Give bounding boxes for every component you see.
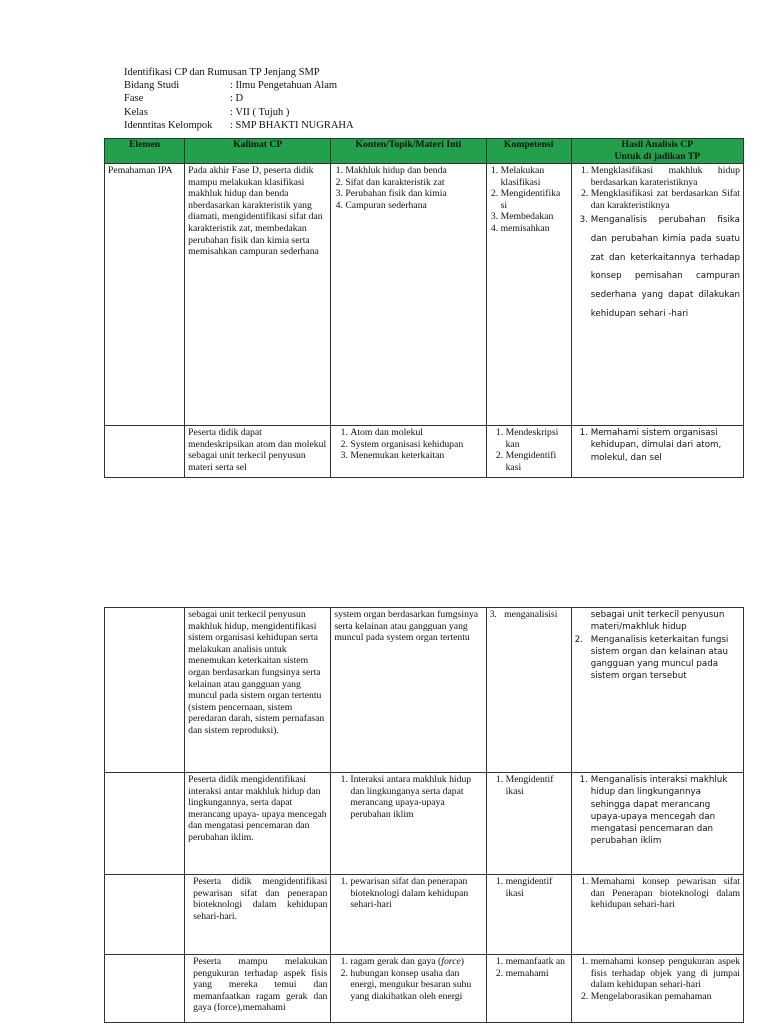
document-header	[124, 66, 354, 132]
table-row	[105, 426, 744, 478]
cell-kalimat-cp: Peserta didik dapat mendeskripsikan atom dan molekul sebagai unit terkecil penyusun materi serta sel	[185, 426, 331, 478]
cell-kompetensi: 3. menganalisisi	[486, 608, 571, 773]
cell-kalimat-cp: sebagai unit terkecil penyusun makhluk hidup, mengidentifikasi sistem organisasi kehidupan serta melakukan analisis untuk menemukan keterkaitan sistem organ berdasarkan fungsinya serta kelainan atau gangguan yang muncul pada sistem organ tertentu (sistem pencernaan, sistem peredaran darah, sistem pernafasan dan sistem reproduksi).	[185, 608, 331, 773]
col-header-elemen: Elemen	[105, 139, 185, 164]
cell-kompetensi: 1. memanfaatk an 2. memahami	[486, 955, 571, 1023]
table-header-row	[105, 139, 744, 164]
col-header-kompetensi: Kompetensi	[486, 139, 571, 164]
table-row	[105, 955, 744, 1023]
cp-table-page-2	[104, 607, 744, 1023]
table-row	[105, 608, 744, 773]
cell-kalimat-cp: Peserta didik mengidentifikasi interaksi antar makhluk hidup dan lingkungannya, serta dapat merancang upaya- upaya mencegah dan mengatasi pencemaran dan perubahan iklim.	[185, 773, 331, 875]
table-row	[105, 164, 744, 426]
cell-elemen	[105, 875, 185, 955]
cp-table-page-1	[104, 138, 744, 478]
cell-kompetensi: 1. Melakukan klasifikasi 2. Mengidentifika si 3. Membedakan 4. memisahkan	[486, 164, 571, 426]
header-row-fase: Fase : D	[124, 93, 244, 105]
col-header-hasil-analisis: Hasil Analisis CP Untuk di jadikan TP	[571, 139, 743, 164]
cell-elemen	[105, 773, 185, 875]
cell-kompetensi: 1. mengidentif ikasi	[486, 875, 571, 955]
cell-hasil-analisis: sebagai unit terkecil penyusun materi/makhluk hidup 2. Menganalisis keterkaitan fungsi sistem organ dan kelainan atau gangguan yang muncul pada sistem organ tersebut	[571, 608, 743, 773]
cell-hasil-analisis: 1. Menganalisis interaksi makhluk hidup dan lingkungannya sehingga dapat merancang upaya-upaya mencegah dan mengatasi pencemaran dan perubahan iklim	[571, 773, 743, 875]
cell-elemen	[105, 608, 185, 773]
cell-konten: 1. Makhluk hidup dan benda 2. Sifat dan karakteristik zat 3. Perubahan fisik dan kimia 4. Campuran sederhana	[331, 164, 486, 426]
cell-konten: system organ berdasarkan fumgsinya serta kelainan atau gangguan yang muncul pada system organ tertentu	[331, 608, 486, 773]
header-row-kelompok: Idenntitas Kelompok : SMP BHAKTI NUGRAHA	[124, 119, 354, 131]
document-title: Identifikasi CP dan Rumusan TP Jenjang SMP	[124, 67, 320, 78]
cell-elemen	[105, 955, 185, 1023]
cell-hasil-analisis: 1. Memahami sistem organisasi kehidupan, dimulai dari atom, molekul, dan sel	[571, 426, 743, 478]
col-header-kalimat-cp: Kalimat CP	[185, 139, 331, 164]
cell-konten: 1. ragam gerak dan gaya (force) 2. hubungan konsep usaha dan energi, mengukur besaran suhu yang diakibatkan oleh energi	[331, 955, 486, 1023]
cell-konten: 1. Interaksi antara makhluk hidup dan lingkunganya serta dapat merancang upaya-upaya perubahan iklim	[331, 773, 486, 875]
cell-kalimat-cp: Peserta didik mengidentifikasi pewarisan sifat dan penerapan bioteknologi dalam kehidupan sehari-hari.	[185, 875, 331, 955]
cell-kompetensi: 1. Mendeskripsi kan 2. Mengidentifi kasi	[486, 426, 571, 478]
header-row-kelas: Kelas : VII ( Tujuh )	[124, 106, 290, 118]
cell-konten: 1. Atom dan molekul 2. System organisasi kehidupan 3. Menemukan keterkaitan	[331, 426, 486, 478]
cell-kalimat-cp: Pada akhir Fase D, peserta didik mampu melakukan klasifikasi makhluk hidup dan benda nberdasarkan karakteristik yang diamati, mengidentifikasi sifat dan karakteristik zat, membedakan perubahan fisik dan kimia serta memisahkan campuran sederhana	[185, 164, 331, 426]
cell-elemen: Pemahaman IPA	[105, 164, 185, 426]
cell-konten: 1. pewarisan sifat dan penerapan bioteknologi dalam kehidupan sehari-hari	[331, 875, 486, 955]
col-header-konten: Konten/Topik/Materi Inti	[331, 139, 486, 164]
cell-elemen	[105, 426, 185, 478]
cell-kompetensi: 1. Mengidentif ikasi	[486, 773, 571, 875]
table-row	[105, 875, 744, 955]
cell-kalimat-cp: Peserta mampu melakukan pengukuran terhadap aspek fisis yang mereka temui dan memanfaatkan ragam gerak dan gaya (force),memahami	[185, 955, 331, 1023]
cell-hasil-analisis: 1. Memahami konsep pewarisan sifat dan Penerapan bioteknologi dalam kehidupan sehari-hari	[571, 875, 743, 955]
cell-hasil-analisis: 1. Mengklasifikasi makhluk hidup berdasarkan karateristiknya 2. Mengklasifikasi zat berdasarkan Sifat dan karakteristiknya 3. Menganalisis perubahan fisika dan perubahan kimia pada suatu zat dan keterkaitannya terhadap konsep pemisahan campuran sederhana yang dapat dilakukan kehidupan sehari -hari	[571, 164, 743, 426]
table-row	[105, 773, 744, 875]
header-row-bidang-studi: Bidang Studi : Ilmu Pengetahuan Alam	[124, 80, 338, 92]
cell-hasil-analisis: 1. memahami konsep pengukuran aspek fisis terhadap objek yang di jumpai dalam kehidupan sehari-hari 2. Mengelaborasikan pemahaman	[571, 955, 743, 1023]
